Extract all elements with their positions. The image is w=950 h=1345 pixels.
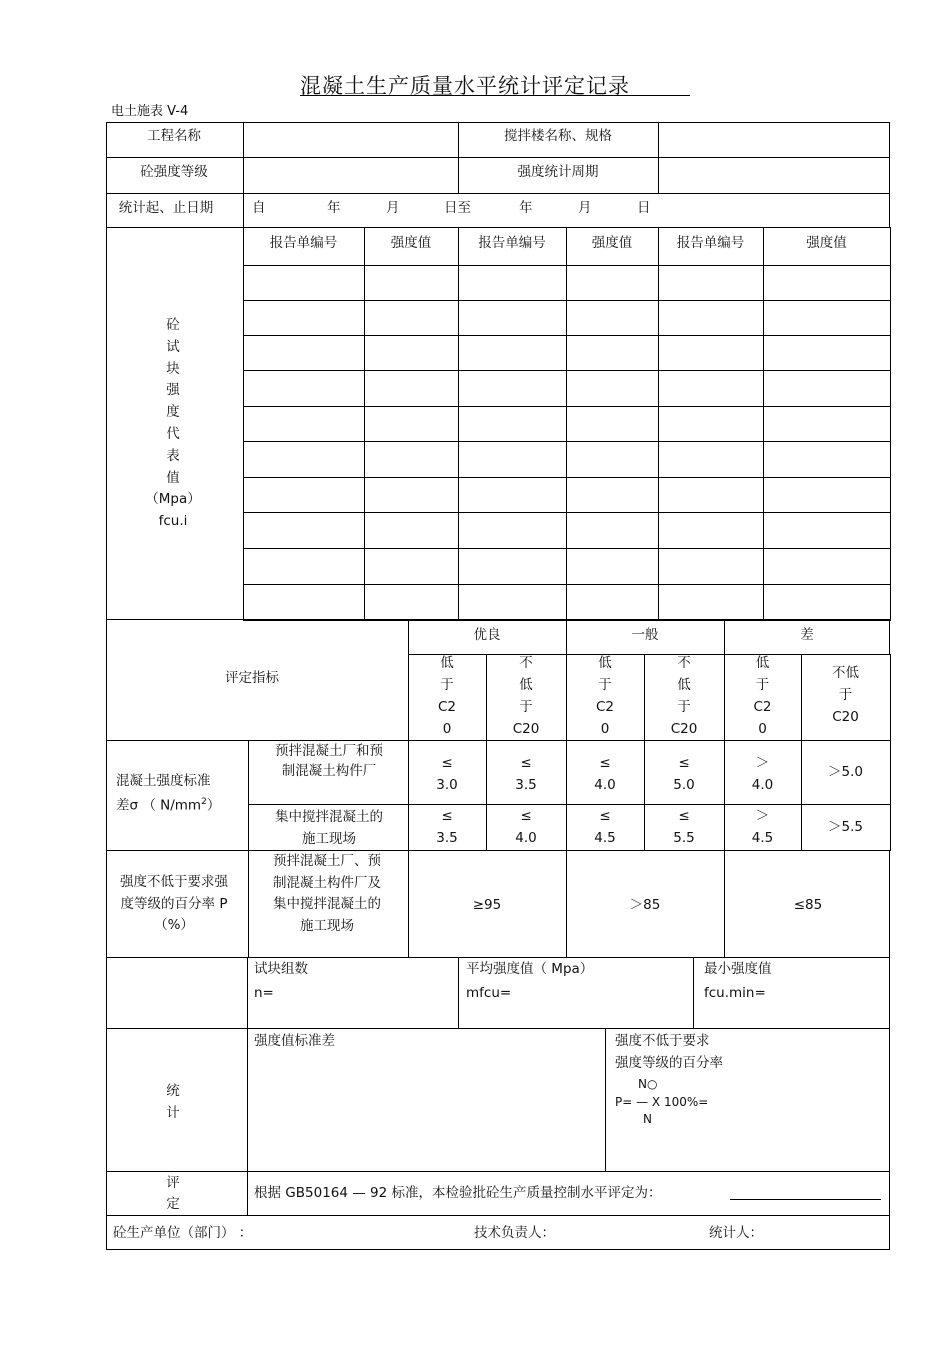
form-title: 混凝土生产质量水平统计评定记录: [300, 74, 630, 98]
std-cell[interactable]: [247, 1028, 606, 1172]
subhead-text: 低: [755, 655, 770, 671]
precast-value-cell: [486, 740, 567, 805]
cell-period-value[interactable]: [658, 157, 890, 194]
col-header-report-no: 报告单编号: [269, 235, 338, 251]
strength-data-cell[interactable]: [658, 335, 764, 371]
side-unit: （Mpa）: [145, 491, 201, 508]
subhead-text: C20: [512, 721, 540, 737]
side-char: 试: [166, 338, 180, 355]
strength-data-cell[interactable]: [658, 512, 764, 549]
strength-data-cell[interactable]: [243, 335, 365, 371]
std-dev-end: ）: [206, 797, 221, 814]
col-header-strength: 强度值: [591, 235, 633, 251]
formula-numerator: N○: [638, 1077, 658, 1091]
form-code: 电土施表 V-4: [111, 104, 189, 119]
col-header-report-no: 报告单编号: [478, 235, 546, 251]
subhead-text: 于: [838, 687, 853, 703]
precast-value: 3.5: [515, 777, 537, 793]
mixing-plant-label: 搅拌楼名称、规格: [504, 128, 612, 144]
site-label: 集中搅拌混凝土的施工现场: [275, 809, 383, 847]
strength-data-cell[interactable]: [458, 370, 567, 407]
percent-scope: 预拌混凝土厂、预制混凝土构件厂及集中搅拌混凝土的施工现场: [273, 853, 381, 934]
min-label: 最小强度值: [704, 961, 772, 977]
level-fair: 一般: [631, 627, 659, 643]
strength-data-cell[interactable]: [243, 265, 365, 301]
subhead-text: 于: [755, 677, 770, 693]
title-underline: [300, 95, 690, 96]
date-range-label: 统计起、止日期: [118, 200, 214, 216]
strength-data-cell[interactable]: [243, 441, 365, 478]
col-header-strength: 强度值: [806, 235, 847, 251]
strength-data-cell[interactable]: [364, 441, 459, 478]
site-value-symbol: ≤: [599, 808, 611, 824]
strength-data-cell[interactable]: [658, 265, 764, 301]
pct-label-l2: 强度等级的百分率: [615, 1055, 723, 1071]
assess-char: 定: [166, 1196, 180, 1212]
std-dev-sup: 2: [201, 797, 207, 807]
side-char: 度: [166, 404, 180, 421]
strength-data-cell[interactable]: [763, 300, 891, 336]
footer-stat: 统计人：: [709, 1225, 763, 1241]
side-symbol: fcu.i: [158, 513, 188, 530]
cell-grade-value[interactable]: [243, 157, 459, 194]
strength-data-cell[interactable]: [364, 584, 459, 621]
strength-data-cell[interactable]: [458, 548, 567, 585]
strength-data-cell[interactable]: [566, 441, 659, 478]
strength-data-cell[interactable]: [458, 406, 567, 442]
site-value-last: ＞5.5: [828, 818, 863, 835]
subhead-text: 低: [440, 655, 454, 671]
strength-data-cell[interactable]: [243, 370, 365, 407]
side-char: 值: [166, 469, 180, 486]
stats-char: 统: [166, 1083, 180, 1099]
std-dev-label-l2: [116, 798, 220, 813]
strength-data-cell[interactable]: [566, 477, 659, 513]
strength-data-cell[interactable]: [458, 265, 567, 301]
strength-data-cell[interactable]: [364, 548, 459, 585]
date-from: 自: [252, 200, 266, 216]
subhead-text: 于: [440, 677, 454, 693]
std-dev-label-l1: 混凝土强度标准: [116, 773, 211, 789]
strength-data-cell[interactable]: [658, 584, 764, 621]
site-value-symbol: ≤: [678, 808, 690, 824]
site-value: 5.5: [673, 830, 695, 846]
date-day-to: 日至: [444, 200, 471, 216]
strength-data-cell[interactable]: [458, 441, 567, 478]
strength-data-cell[interactable]: [243, 406, 365, 442]
subhead-text: 低: [598, 655, 612, 671]
level-good: 优良: [473, 627, 501, 643]
site-value: 3.5: [436, 830, 458, 846]
assess-char: 评: [166, 1175, 180, 1191]
percent-good: ≥95: [472, 897, 502, 913]
strength-data-cell[interactable]: [566, 335, 659, 371]
level-poor: 差: [800, 627, 814, 643]
strength-data-cell[interactable]: [364, 300, 459, 336]
date-month2: 月: [578, 200, 592, 216]
strength-data-cell[interactable]: [658, 300, 764, 336]
assess-text: 根据 GB50164 — 92 标准，本检验批砼生产质量控制水平评定为：: [254, 1185, 662, 1201]
date-year1: 年: [327, 200, 341, 216]
strength-data-cell[interactable]: [658, 370, 764, 407]
subhead-text: 0: [442, 721, 452, 737]
formula-main: P= — X 100%=: [615, 1095, 709, 1109]
strength-data-cell[interactable]: [243, 477, 365, 513]
strength-data-cell[interactable]: [763, 370, 891, 407]
subhead-text: C20: [670, 721, 698, 737]
strength-data-cell[interactable]: [763, 548, 891, 585]
precast-value-symbol: ≤: [678, 755, 690, 771]
subhead-text: 不: [677, 655, 691, 671]
strength-data-cell[interactable]: [763, 512, 891, 549]
precast-value: 4.0: [594, 777, 616, 793]
side-char: 强: [166, 382, 180, 399]
precast-value: 3.0: [436, 777, 458, 793]
project-name-label: 工程名称: [147, 128, 201, 144]
strength-data-cell[interactable]: [243, 584, 365, 621]
strength-data-cell[interactable]: [364, 512, 459, 549]
strength-data-cell[interactable]: [458, 335, 567, 371]
footer-unit: 砼生产单位（部门） ：: [113, 1225, 253, 1241]
strength-data-cell[interactable]: [658, 548, 764, 585]
strength-data-cell[interactable]: [566, 406, 659, 442]
subhead-text: 不: [519, 655, 533, 671]
strength-data-cell[interactable]: [364, 477, 459, 513]
std-dev-text: 差σ （ N/mm: [116, 797, 202, 814]
site-value-symbol: ＞: [755, 808, 770, 824]
assess-blank-line[interactable]: [730, 1199, 881, 1200]
strength-data-cell[interactable]: [566, 300, 659, 336]
footer-tech: 技术负责人：: [474, 1225, 555, 1241]
criteria-label: 评定指标: [225, 670, 279, 686]
precast-value-cell: [644, 740, 725, 805]
percent-poor: ≤85: [793, 897, 823, 913]
precast-value-symbol: ＞: [755, 755, 770, 771]
strength-data-cell[interactable]: [566, 548, 659, 585]
strength-data-cell[interactable]: [763, 406, 891, 442]
strength-data-cell[interactable]: [458, 512, 567, 549]
strength-data-cell[interactable]: [364, 335, 459, 371]
formula-denominator: N: [643, 1112, 652, 1126]
strength-data-cell[interactable]: [566, 265, 659, 301]
groups-label: 试块组数: [254, 961, 308, 977]
side-char: 砼: [166, 317, 180, 333]
std-dev-label-cell: [106, 740, 249, 851]
subhead-text: 低: [677, 677, 691, 693]
strength-data-cell[interactable]: [763, 584, 891, 621]
strength-data-cell[interactable]: [566, 512, 659, 549]
date-year2: 年: [519, 200, 533, 216]
site-value-symbol: ≤: [441, 808, 453, 824]
strength-data-cell[interactable]: [658, 441, 764, 478]
cell-plant-value[interactable]: [658, 122, 890, 158]
stats-char: 计: [166, 1105, 180, 1121]
col-header-report-no: 报告单编号: [676, 235, 745, 251]
subhead-text: 于: [519, 699, 533, 715]
record-sheet: [106, 122, 890, 1250]
strength-data-cell[interactable]: [243, 512, 365, 549]
precast-value-cell: [724, 740, 802, 805]
site-value-symbol: ≤: [520, 808, 532, 824]
strength-data-cell[interactable]: [763, 335, 891, 371]
mean-label: 平均强度值（ Mpa）: [466, 961, 594, 977]
strength-data-cell[interactable]: [763, 441, 891, 478]
site-value: 4.5: [751, 830, 774, 846]
subhead-text: C2: [437, 699, 457, 715]
std-label: 强度值标准差: [254, 1033, 335, 1049]
strength-data-cell[interactable]: [458, 584, 567, 621]
stats-side-label: [106, 1080, 240, 1124]
mean-value: mfcu=: [466, 985, 512, 1001]
subhead-text: C20: [832, 709, 859, 725]
precast-value-cell: [408, 740, 487, 805]
subhead-text: C2: [753, 699, 772, 715]
strength-data-cell[interactable]: [763, 265, 891, 301]
min-value: fcu.min=: [704, 985, 766, 1001]
side-char: 表: [166, 447, 180, 464]
subhead-text: 0: [600, 721, 610, 737]
pct-label-l1: 强度不低于要求: [615, 1033, 710, 1049]
assess-side-label: [106, 1173, 240, 1215]
precast-label: 预拌混凝土厂和预制混凝土构件厂: [275, 743, 383, 779]
subhead-text: 0: [758, 721, 767, 737]
strength-data-cell[interactable]: [763, 477, 891, 513]
strength-data-cell[interactable]: [458, 477, 567, 513]
strength-data-cell[interactable]: [658, 406, 764, 442]
strength-data-cell[interactable]: [243, 548, 365, 585]
summary-side-cell: [106, 957, 248, 1029]
side-char: 代: [166, 425, 180, 442]
subhead-text: 不低: [832, 665, 859, 681]
precast-value-symbol: ≤: [520, 755, 532, 771]
precast-value: 4.0: [751, 777, 774, 793]
subhead-text: C2: [595, 699, 615, 715]
period-label: 强度统计周期: [517, 164, 599, 180]
strength-data-cell[interactable]: [364, 370, 459, 407]
cell-project-value[interactable]: [243, 122, 459, 158]
precast-value-symbol: ≤: [599, 755, 611, 771]
col-header-strength: 强度值: [390, 235, 432, 251]
strength-data-cell[interactable]: [566, 584, 659, 621]
strength-side-label: [106, 315, 240, 533]
groups-value: n=: [254, 985, 274, 1001]
subhead-text: 于: [598, 677, 612, 693]
grade-label: 砼强度等级: [140, 164, 208, 180]
percent-fair: ＞85: [629, 897, 661, 913]
date-day2: 日: [637, 200, 651, 216]
precast-value-symbol: ≤: [441, 755, 453, 771]
strength-data-cell[interactable]: [364, 265, 459, 301]
site-value: 4.5: [594, 830, 616, 846]
strength-data-cell[interactable]: [364, 406, 459, 442]
precast-value: 5.0: [673, 777, 695, 793]
strength-data-cell[interactable]: [243, 300, 365, 336]
strength-data-cell[interactable]: [566, 370, 659, 407]
side-char: 块: [166, 360, 180, 377]
site-value: 4.0: [515, 830, 537, 846]
percent-label: 强度不低于要求强度等级的百分率 P（%）: [120, 874, 228, 933]
strength-data-cell[interactable]: [458, 300, 567, 336]
precast-value-last: ＞5.0: [828, 763, 863, 780]
strength-data-cell[interactable]: [658, 477, 764, 513]
date-month1: 月: [386, 200, 400, 216]
subhead-text: 于: [677, 699, 691, 715]
subhead-text: 低: [519, 677, 533, 693]
precast-value-cell: [566, 740, 645, 805]
